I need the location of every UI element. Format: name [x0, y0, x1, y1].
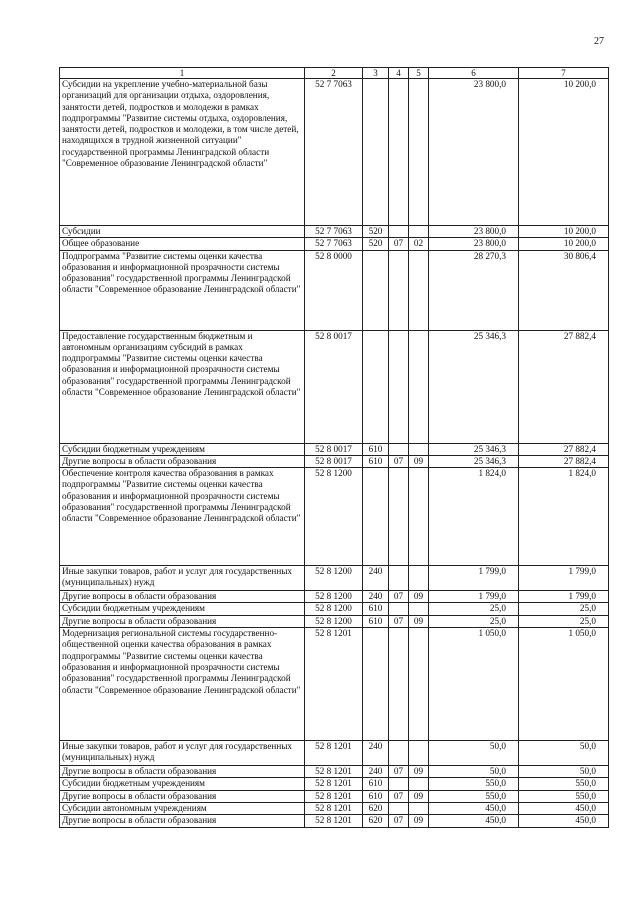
cell-vr: 620 [363, 815, 389, 827]
cell-sum2: 25,0 [519, 615, 609, 627]
cell-vr [363, 250, 389, 330]
cell-csr: 52 8 1201 [305, 815, 363, 827]
cell-rz [389, 778, 409, 790]
cell-csr: 52 8 1200 [305, 566, 363, 591]
cell-name: Другие вопросы в области образования [60, 455, 305, 467]
cell-name: Обеспечение контроля качества образования в рамках подпрограммы "Развитие системы оценки качества образования и информационной прозрачности системы образования" государственной программы Ленинградской области "Современное образование Ленинградской области" [60, 468, 305, 566]
cell-pr: 09 [409, 615, 429, 627]
cell-sum2: 50,0 [519, 741, 609, 766]
cell-pr: 09 [409, 455, 429, 467]
table-row [60, 591, 609, 603]
cell-vr: 620 [363, 802, 389, 814]
column-header: 1 [60, 68, 305, 79]
table-row [60, 330, 609, 443]
budget-table [59, 67, 609, 828]
cell-rz [389, 443, 409, 455]
cell-csr: 52 8 1201 [305, 778, 363, 790]
cell-name: Другие вопросы в области образования [60, 815, 305, 827]
cell-name: Другие вопросы в области образования [60, 790, 305, 802]
table-row [60, 443, 609, 455]
cell-sum1: 28 270,3 [429, 250, 519, 330]
cell-csr: 52 8 1201 [305, 766, 363, 778]
cell-rz [389, 741, 409, 766]
cell-name: Подпрограмма "Развитие системы оценки качества образования и информационной прозрачности системы образования" государственной программы Ленинградской области "Современное образование Ленинградской области" [60, 250, 305, 330]
cell-name: Общее образование [60, 238, 305, 250]
cell-sum1: 23 800,0 [429, 238, 519, 250]
table-row [60, 778, 609, 790]
cell-pr [409, 628, 429, 741]
column-numbers-row [60, 68, 609, 79]
cell-sum2: 550,0 [519, 790, 609, 802]
cell-vr: 610 [363, 778, 389, 790]
cell-sum2: 10 200,0 [519, 79, 609, 226]
cell-vr: 610 [363, 615, 389, 627]
cell-sum1: 450,0 [429, 802, 519, 814]
table-row [60, 615, 609, 627]
cell-sum1: 1 050,0 [429, 628, 519, 741]
cell-pr [409, 226, 429, 238]
table-row [60, 802, 609, 814]
table-row [60, 566, 609, 591]
column-header: 6 [429, 68, 519, 79]
cell-csr: 52 8 1201 [305, 628, 363, 741]
cell-csr: 52 7 7063 [305, 79, 363, 226]
cell-csr: 52 8 0000 [305, 250, 363, 330]
table-row [60, 766, 609, 778]
cell-rz [389, 566, 409, 591]
table-row [60, 238, 609, 250]
cell-vr: 610 [363, 790, 389, 802]
table-row [60, 815, 609, 827]
cell-name: Другие вопросы в области образования [60, 615, 305, 627]
cell-sum1: 23 800,0 [429, 226, 519, 238]
cell-sum2: 450,0 [519, 815, 609, 827]
cell-rz [389, 802, 409, 814]
cell-rz: 07 [389, 615, 409, 627]
cell-rz: 07 [389, 815, 409, 827]
cell-sum2: 550,0 [519, 778, 609, 790]
cell-vr: 520 [363, 238, 389, 250]
column-header: 3 [363, 68, 389, 79]
cell-name: Субсидии бюджетным учреждениям [60, 603, 305, 615]
cell-csr: 52 8 1201 [305, 802, 363, 814]
cell-sum1: 23 800,0 [429, 79, 519, 226]
table-row [60, 603, 609, 615]
table-body [60, 79, 609, 828]
cell-name: Субсидии автономным учреждениям [60, 802, 305, 814]
cell-rz [389, 330, 409, 443]
cell-pr [409, 250, 429, 330]
cell-csr: 52 7 7063 [305, 226, 363, 238]
cell-sum2: 1 050,0 [519, 628, 609, 741]
table-row [60, 79, 609, 226]
cell-pr [409, 468, 429, 566]
column-header: 7 [519, 68, 609, 79]
cell-pr: 09 [409, 591, 429, 603]
cell-pr [409, 566, 429, 591]
cell-rz [389, 226, 409, 238]
table-row [60, 226, 609, 238]
cell-rz: 07 [389, 766, 409, 778]
cell-rz [389, 250, 409, 330]
cell-rz: 07 [389, 455, 409, 467]
cell-rz: 07 [389, 790, 409, 802]
cell-sum2: 450,0 [519, 802, 609, 814]
page-number: 27 [594, 36, 604, 47]
table-row [60, 741, 609, 766]
cell-name: Предоставление государственным бюджетным и автономным организациям субсидий в рамках подпрограммы "Развитие системы оценки качества образования и информационной прозрачности системы образования" государственной программы Ленинградской области "Современное образование Ленинградской области" [60, 330, 305, 443]
cell-vr: 240 [363, 741, 389, 766]
cell-csr: 52 8 1200 [305, 615, 363, 627]
cell-pr [409, 443, 429, 455]
cell-vr: 240 [363, 591, 389, 603]
cell-sum1: 550,0 [429, 778, 519, 790]
cell-vr: 520 [363, 226, 389, 238]
cell-sum2: 27 882,4 [519, 455, 609, 467]
cell-csr: 52 8 1200 [305, 468, 363, 566]
cell-vr [363, 468, 389, 566]
cell-sum1: 1 799,0 [429, 566, 519, 591]
cell-vr: 610 [363, 603, 389, 615]
cell-name: Модернизация региональной системы государственно-общественной оценки качества образования в рамках подпрограммы "Развитие системы оценки качества образования и информационной прозрачности системы образования" государственной программы Ленинградской области "Современное образование Ленинградской области" [60, 628, 305, 741]
table-row [60, 250, 609, 330]
cell-name: Субсидии бюджетным учреждениям [60, 443, 305, 455]
cell-vr [363, 628, 389, 741]
cell-pr: 02 [409, 238, 429, 250]
cell-sum1: 1 799,0 [429, 591, 519, 603]
cell-sum1: 25,0 [429, 615, 519, 627]
cell-vr: 610 [363, 443, 389, 455]
table-row [60, 468, 609, 566]
cell-name: Иные закупки товаров, работ и услуг для государственных (муниципальных) нужд [60, 566, 305, 591]
cell-csr: 52 8 0017 [305, 330, 363, 443]
cell-csr: 52 7 7063 [305, 238, 363, 250]
cell-sum2: 1 824,0 [519, 468, 609, 566]
cell-sum1: 450,0 [429, 815, 519, 827]
cell-sum2: 30 806,4 [519, 250, 609, 330]
cell-name: Другие вопросы в области образования [60, 766, 305, 778]
cell-sum2: 1 799,0 [519, 566, 609, 591]
cell-sum2: 10 200,0 [519, 226, 609, 238]
table-row [60, 628, 609, 741]
cell-csr: 52 8 1201 [305, 790, 363, 802]
cell-sum1: 25 346,3 [429, 330, 519, 443]
cell-name: Субсидии [60, 226, 305, 238]
cell-sum2: 50,0 [519, 766, 609, 778]
table-row [60, 455, 609, 467]
cell-pr: 09 [409, 766, 429, 778]
cell-name: Другие вопросы в области образования [60, 591, 305, 603]
table-row [60, 790, 609, 802]
cell-vr [363, 79, 389, 226]
cell-sum2: 10 200,0 [519, 238, 609, 250]
cell-pr [409, 802, 429, 814]
cell-csr: 52 8 0017 [305, 455, 363, 467]
cell-pr: 09 [409, 815, 429, 827]
cell-pr [409, 330, 429, 443]
cell-csr: 52 8 0017 [305, 443, 363, 455]
cell-rz [389, 603, 409, 615]
cell-csr: 52 8 1200 [305, 603, 363, 615]
cell-sum1: 1 824,0 [429, 468, 519, 566]
column-header: 4 [389, 68, 409, 79]
cell-sum1: 25,0 [429, 603, 519, 615]
cell-name: Субсидии на укрепление учебно-материальной базы организаций для организации отдыха, оздоровления, занятости детей, подростков и молодежи в рамках подпрограммы "Развитие системы отдыха, оздоровления, занятости детей, подростков и молодежи, в том числе детей, находящихся в трудной жизненной ситуации" государственной программы Ленинградской области "Современное образование Ленинградской области" [60, 79, 305, 226]
cell-vr: 240 [363, 566, 389, 591]
cell-sum2: 27 882,4 [519, 443, 609, 455]
cell-vr [363, 330, 389, 443]
cell-sum2: 27 882,4 [519, 330, 609, 443]
cell-sum1: 50,0 [429, 766, 519, 778]
cell-pr [409, 778, 429, 790]
cell-rz: 07 [389, 591, 409, 603]
cell-name: Субсидии бюджетным учреждениям [60, 778, 305, 790]
cell-pr [409, 79, 429, 226]
cell-csr: 52 8 1201 [305, 741, 363, 766]
column-header: 2 [305, 68, 363, 79]
cell-pr [409, 603, 429, 615]
cell-csr: 52 8 1200 [305, 591, 363, 603]
column-header: 5 [409, 68, 429, 79]
cell-name: Иные закупки товаров, работ и услуг для государственных (муниципальных) нужд [60, 741, 305, 766]
cell-sum2: 25,0 [519, 603, 609, 615]
cell-rz: 07 [389, 238, 409, 250]
cell-rz [389, 468, 409, 566]
cell-sum1: 25 346,3 [429, 455, 519, 467]
cell-vr: 240 [363, 766, 389, 778]
cell-pr: 09 [409, 790, 429, 802]
cell-vr: 610 [363, 455, 389, 467]
cell-pr [409, 741, 429, 766]
cell-sum2: 1 799,0 [519, 591, 609, 603]
cell-sum1: 550,0 [429, 790, 519, 802]
cell-rz [389, 628, 409, 741]
cell-sum1: 50,0 [429, 741, 519, 766]
cell-sum1: 25 346,3 [429, 443, 519, 455]
cell-rz [389, 79, 409, 226]
